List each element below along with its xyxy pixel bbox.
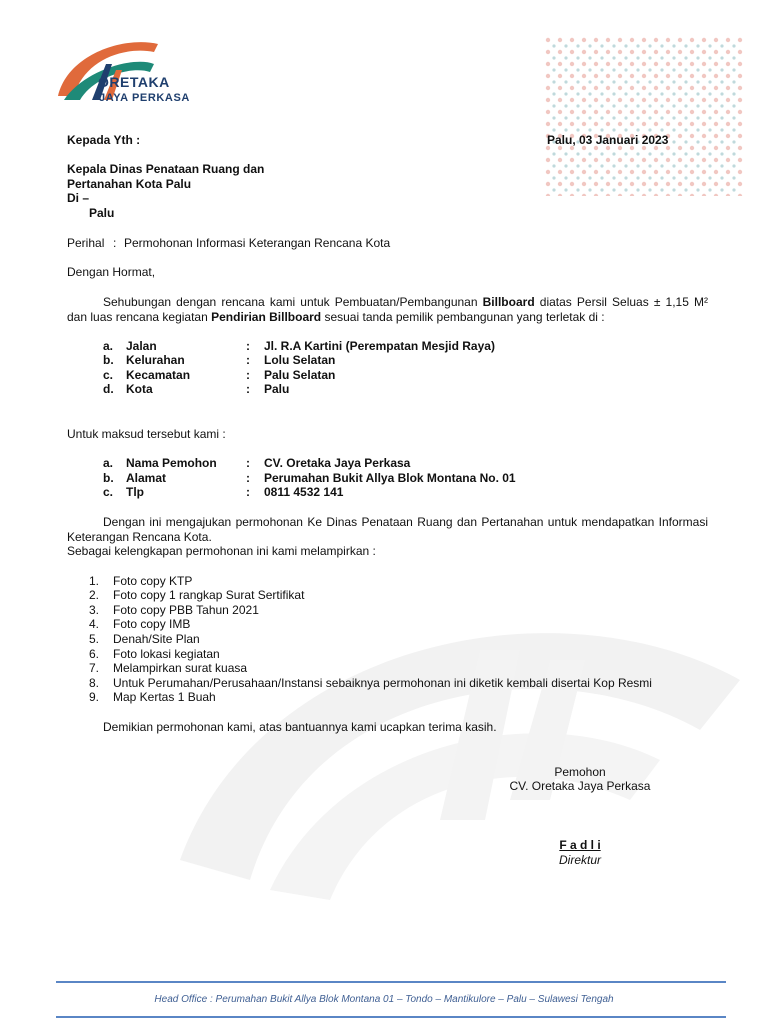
location-row-village: b. Kelurahan : Lolu Selatan [103, 353, 336, 367]
purpose-intro: Untuk maksud tersebut kami : [67, 427, 226, 441]
attachment-item: 3. Foto copy PBB Tahun 2021 [89, 603, 259, 617]
attachment-item: 6. Foto lokasi kegiatan [89, 647, 220, 661]
attachments-intro: Sebagai kelengkapan permohonan ini kami melampirkan : [67, 544, 376, 558]
location-row-city: d. Kota : Palu [103, 382, 290, 396]
attachment-item: 8. Untuk Perumahan/Perusahaan/Instansi sebaiknya permohonan ini diketik kembali disertai Kop Resmi [89, 676, 652, 690]
applicant-row-address: b. Alamat : Perumahan Bukit Allya Blok Montana No. 01 [103, 471, 516, 485]
signature-role: Pemohon [554, 765, 606, 779]
attachment-item: 2. Foto copy 1 rangkap Surat Sertifikat [89, 588, 305, 602]
attachment-item: 9. Map Kertas 1 Buah [89, 690, 216, 704]
attachment-item: 4. Foto copy IMB [89, 617, 191, 631]
applicant-row-name: a. Nama Pemohon : CV. Oretaka Jaya Perkasa [103, 456, 411, 470]
attachment-item: 5. Denah/Site Plan [89, 632, 200, 646]
recipient-line-2: Pertanahan Kota Palu [67, 177, 192, 191]
applicant-row-phone: c. Tlp : 0811 4532 141 [103, 485, 344, 499]
request-paragraph: Dengan ini mengajukan permohonan Ke Dinas Penataan Ruang dan Pertanahan untuk mendapatkan Informasi Keterangan Rencana Kota. [67, 515, 708, 544]
addressee-label: Kepada Yth : [67, 133, 141, 147]
location-row-street: a. Jalan : Jl. R.A Kartini (Perempatan Mesjid Raya) [103, 339, 495, 353]
closing-sentence: Demikian permohonan kami, atas bantuannya kami ucapkan terima kasih. [103, 720, 497, 734]
attachment-item: 7. Melampirkan surat kuasa [89, 661, 248, 675]
signatory-title: Direktur [558, 853, 601, 867]
footer-divider-bottom [56, 1016, 726, 1018]
letter-date: Palu, 03 Januari 2023 [547, 133, 669, 147]
recipient-line-4: Palu [89, 206, 115, 220]
signatory-name: F a d l i [559, 838, 601, 852]
footer-address: Head Office : Perumahan Bukit Allya Blok Montana 01 – Tondo – Mantikulore – Palu – Sulawesi Tengah [154, 994, 614, 1005]
subject-label: Perihal [67, 236, 105, 250]
footer-divider-top [56, 981, 726, 983]
location-row-district: c. Kecamatan : Palu Selatan [103, 368, 336, 382]
recipient-line-3: Di – [67, 191, 90, 205]
subject-text: Permohonan Informasi Keterangan Rencana Kota [124, 236, 391, 250]
recipient-line-1: Kepala Dinas Penataan Ruang dan [67, 162, 265, 176]
attachment-item: 1. Foto copy KTP [89, 574, 193, 588]
logo-name-line2: JAYA PERKASA [99, 92, 190, 104]
logo-name-line1: ORETAKA [98, 74, 170, 90]
subject-separator: : [113, 236, 117, 250]
decorative-dot-pattern [544, 36, 744, 196]
greeting: Dengan Hormat, [67, 265, 156, 279]
intro-paragraph: Sehubungan dengan rencana kami untuk Pembuatan/Pembangunan Billboard diatas Persil Seluas ± 1,15 M² dan luas rencana kegiatan Pendirian Billboard sesuai tanda pemilik pembangunan yang terletak di : [67, 295, 708, 324]
signature-company: CV. Oretaka Jaya Perkasa [509, 779, 651, 793]
